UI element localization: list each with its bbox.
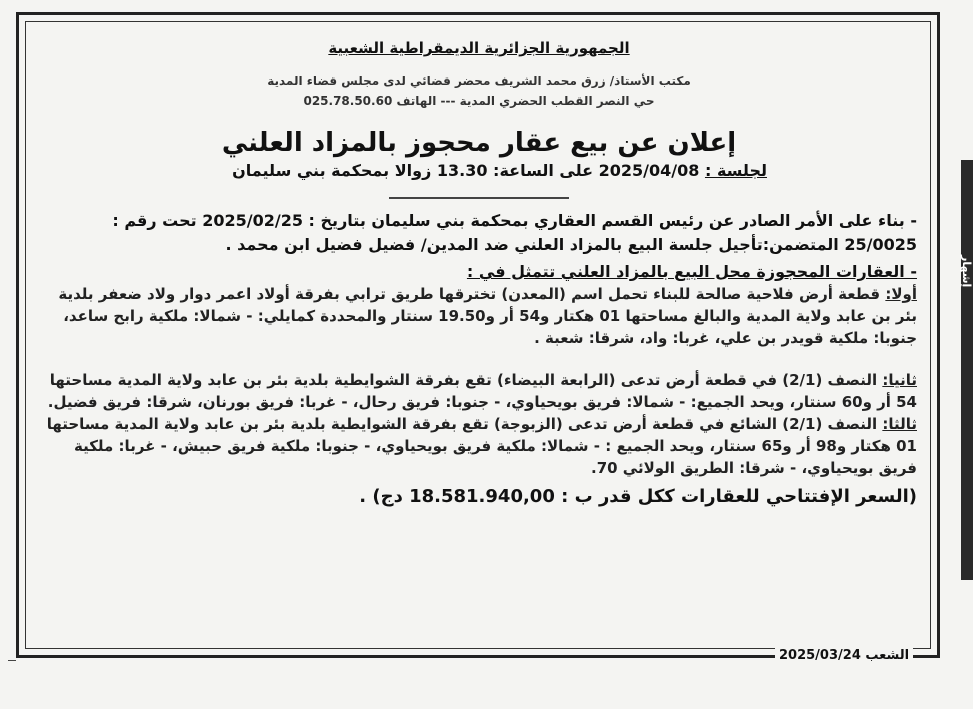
session-line (41, 161, 767, 181)
property-2-label: ثانيا: (882, 371, 917, 389)
session-label: لجلسة : (704, 161, 767, 180)
property-1-label: أولا: (885, 285, 917, 303)
publication-footer: الشعب 2025/03/24 (775, 648, 913, 663)
announcement-content (41, 39, 917, 511)
side-strip (961, 160, 973, 580)
property-3-label: ثالثا: (882, 415, 917, 433)
property-3-text: النصف (2/1) الشائع في قطعة أرض تدعى (الزبوجة) تقع بفرقة الشوايطية بلدية بئر بن عابد ولاية المدية مساحتها 01 هكتار و98 أر و65 سنتار، ويحد الجميع : - شمالا: ملكية فريق بويحياوي، - جنوبا: ملكية فريق حبيش، - غربا: ملكية فريق بويحياوي، - شرقا: الطريق الولائي 70. (46, 415, 917, 477)
spacer (41, 349, 917, 369)
office-line-2: حي النصر القطب الحضري المدية --- الهاتف 025.78.50.60 (303, 94, 655, 108)
divider (389, 197, 569, 199)
office-line-1: مكتب الأستاذ/ زرق محمد الشريف محضر قضائي لدى مجلس قضاء المدية (267, 74, 691, 88)
announcement-title: إعلان عن بيع عقار محجوز بالمزاد العلني (221, 128, 737, 158)
side-label: إشهار (960, 255, 973, 288)
republic-heading: الجمهورية الجزائرية الديمقراطية الشعبية (328, 39, 630, 57)
properties-title: - العقارات المحجوزة محل البيع بالمزاد العلني تتمثل في : (466, 262, 917, 281)
intro-paragraph: - بناء على الأمر الصادر عن رئيس القسم العقاري بمحكمة بني سليمان بتاريخ : 2025/02/25 تحت رقم : 25/0025 المتضمن:تأجيل جلسة البيع بالمزاد العلني ضد المدين/ فضيل فضيل ابن محمد . (112, 211, 917, 254)
property-2 (41, 369, 917, 413)
property-1-text: قطعة أرض فلاحية صالحة للبناء تحمل اسم (المعدن) تخترقها طريق ترابي بفرقة أولاد اعمر دوار ولاد ضعفر بلدية بئر بن عابد ولاية المدية والبالغ مساحتها 01 هكتار و54 أر و19.50 سنتار والمحددة كمايلي: - شمالا: ملكية رابح ساعد، جنوبا: ملكية قويدر بن علي، غربا: واد، شرقا: شعبة . (58, 285, 917, 347)
session-text: 2025/04/08 على الساعة: 13.30 زوالا بمحكمة بني سليمان (232, 161, 700, 180)
announcement-frame (16, 12, 940, 658)
property-1 (41, 283, 917, 349)
property-2-text: النصف (2/1) في قطعة أرض تدعى (الرابعة البيضاء) تقع بفرقة الشوايطية بلدية بئر بن عابد ولاية المدية مساحتها 54 أر و60 سنتار، ويحد الجميع: - شمالا: فريق بويحياوي، - جنوبا: فريق رحال، - غربا: فريق بورنان، شرقا: فريق فضيل. (47, 371, 917, 411)
property-3 (41, 413, 917, 479)
opening-price: (السعر الإفتتاحي للعقارات ككل قدر ب : 18.581.940,00 دج) . (359, 486, 917, 507)
footer-line (8, 660, 16, 661)
